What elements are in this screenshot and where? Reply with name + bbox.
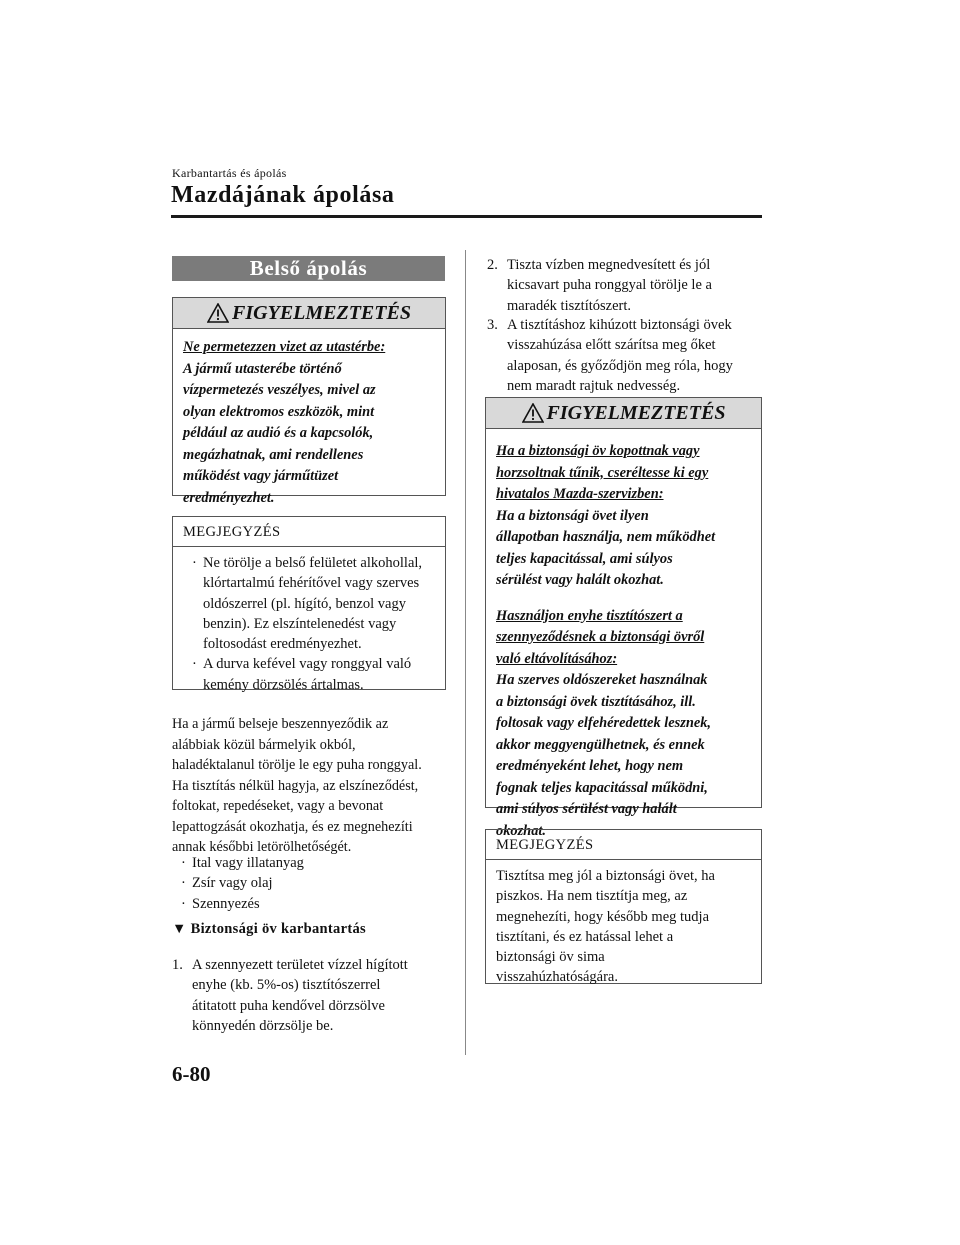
note-heading: MEGJEGYZÉS — [173, 517, 445, 547]
step-2 — [487, 255, 772, 316]
warning-line: okozhat. — [496, 822, 546, 839]
step-line: alaposan, és győződjön meg róla, hogy — [507, 357, 733, 374]
warning-line: eredményeként lehet, hogy nem — [496, 758, 684, 774]
step-number: 1. — [172, 957, 183, 973]
warning-header — [486, 398, 761, 429]
note-line: foltosodást eredményezhet. — [203, 636, 362, 653]
warning-line: akkor meggyengülhetnek, és ennek — [496, 736, 705, 753]
paragraph-line: Ha a jármű belseje beszennyeződik az — [172, 716, 389, 732]
warning-line: Ha szerves oldószereket használnak — [496, 672, 708, 688]
note-box-seatbelt — [485, 829, 762, 984]
warning-triangle-icon — [207, 303, 229, 323]
warning-header — [173, 298, 445, 329]
page-number: 6-80 — [172, 1062, 211, 1086]
warning-line: Használjon enyhe tisztítószert a — [496, 607, 683, 624]
step-line: visszahúzása előtt szárítsa meg őket — [507, 337, 716, 354]
column-divider — [465, 250, 466, 1055]
note-line: · Ne törölje a belső felületet alkohollal, — [203, 555, 423, 571]
warning-line: hivatalos Mazda-szervizben: — [496, 486, 664, 502]
warning-line: foltosak vagy elfehéredettek lesznek, — [496, 715, 712, 731]
note-heading: MEGJEGYZÉS — [486, 830, 761, 860]
warning-line: például az audió és a kapcsolók, — [183, 425, 374, 441]
title-rule — [171, 215, 762, 218]
note-line: visszahúzhatóságára. — [496, 969, 618, 986]
warning-text — [173, 329, 445, 509]
warning-line: állapotban használja, nem működhet — [496, 529, 716, 545]
intro-paragraph — [172, 714, 462, 858]
warning-line: olyan elektromos eszközök, mint — [183, 403, 375, 420]
paragraph-line: alábbiak közül bármelyik okból, — [172, 736, 356, 753]
step-line: A tisztításhoz kihúzott biztonsági övek — [507, 317, 732, 333]
note-text — [486, 860, 761, 988]
paragraph-line: haladéktalanul törölje le egy puha ronggyal. — [172, 757, 422, 773]
note-line: kemény dörzsölés ártalmas. — [203, 676, 364, 693]
warning-text — [486, 429, 761, 842]
note-line: piszkos. Ha nem tisztítja meg, az — [496, 888, 688, 905]
warning-line: sérülést vagy halált okozhat. — [496, 572, 664, 588]
note-bullet — [183, 654, 435, 695]
warning-line: a biztonsági övek tisztításához, ill. — [496, 693, 696, 710]
step-line: nem maradt rajtuk nedvesség. — [507, 377, 681, 394]
step-line: A szennyezett területet vízzel hígított — [192, 957, 408, 973]
page-title: Mazdájának ápolása — [171, 182, 395, 208]
note-line: benzin). Ez elszíntelenedést vagy — [203, 615, 397, 632]
paragraph-line: annak későbbi letörölhetőségét. — [172, 839, 352, 855]
warning-line: Ne permetezzen vizet az utastérbe: — [183, 339, 386, 355]
step-line: enyhe (kb. 5%-os) tisztítószerrel — [192, 977, 381, 994]
warning-line: való eltávolításához: — [496, 650, 618, 667]
warning-line: horzsoltnak tűnik, cseréltesse ki egy — [496, 464, 709, 481]
warning-box-interior — [172, 297, 446, 506]
note-line: oldószerrel (pl. hígító, benzol vagy — [203, 595, 406, 612]
paragraph-line: lepattogzását okozhatja, és ez megnehezíti — [172, 818, 413, 835]
section-banner: Belső ápolás — [172, 256, 445, 281]
note-line: klórtartalmú fehérítővel vagy szerves — [203, 575, 420, 592]
warning-line: eredményezhet. — [183, 489, 275, 506]
note-line: Tisztítsa meg jól a biztonsági övet, ha — [496, 868, 715, 884]
warning-line: ami súlyos sérülést vagy halált — [496, 801, 677, 817]
warning-line: A jármű utasterébe történő — [183, 360, 342, 377]
paragraph-line: foltokat, repedéseket, vagy a bevonat — [172, 798, 384, 814]
warning-line: fognak teljes kapacitással működni, — [496, 779, 708, 796]
step-line: átitatott puha kendővel dörzsölve — [192, 997, 385, 1014]
note-line: biztonsági öv sima — [496, 949, 605, 966]
list-item: · Szennyezés — [172, 894, 452, 914]
warning-heading: FIGYELMEZTETÉS — [546, 402, 726, 424]
warning-triangle-icon — [522, 403, 544, 423]
step-line: könnyedén dörzsölje be. — [192, 1017, 334, 1034]
paragraph-line: Ha tisztítás nélkül hagyja, az elszíneződést, — [172, 777, 419, 794]
warning-line: szennyeződésnek a biztonsági övről — [496, 629, 705, 645]
note-line: tisztítani, és ez hatással lehet a — [496, 928, 674, 945]
note-line: megnehezíti, hogy később meg tudja — [496, 908, 710, 925]
subheading-text: Biztonsági öv karbantartás — [190, 921, 366, 937]
warning-line: működést vagy járműtüzet — [183, 468, 339, 484]
step-number: 2. — [487, 257, 498, 273]
note-bullet — [183, 553, 435, 654]
step-number: 3. — [487, 317, 498, 333]
step-3 — [487, 315, 772, 396]
warning-line: Ha a biztonsági övet ilyen — [496, 507, 649, 524]
warning-line: teljes kapacitással, ami súlyos — [496, 550, 673, 567]
dirt-list — [172, 853, 452, 914]
note-text — [173, 547, 445, 695]
triangle-down-icon: ▼ — [172, 921, 187, 937]
warning-line: megázhatnak, ami rendellenes — [183, 446, 364, 463]
warning-box-seatbelt — [485, 397, 762, 839]
subheading — [172, 921, 366, 938]
step-line: maradék tisztítószert. — [507, 297, 632, 314]
warning-line: vízpermetezés veszélyes, mivel az — [183, 382, 376, 398]
list-item: · Zsír vagy olaj — [172, 873, 452, 893]
note-line: · A durva kefével vagy ronggyal való — [203, 656, 412, 673]
step-1 — [172, 955, 457, 1036]
step-line: Tiszta vízben megnedvesített és jól — [507, 257, 711, 273]
warning-heading: FIGYELMEZTETÉS — [232, 302, 411, 324]
step-line: kicsavart puha ronggyal törölje le a — [507, 277, 712, 294]
note-box-interior — [172, 516, 446, 693]
warning-line: Ha a biztonsági öv kopottnak vagy — [496, 443, 700, 459]
list-item: · Ital vagy illatanyag — [172, 853, 452, 873]
section-label: Karbantartás és ápolás — [172, 166, 287, 180]
